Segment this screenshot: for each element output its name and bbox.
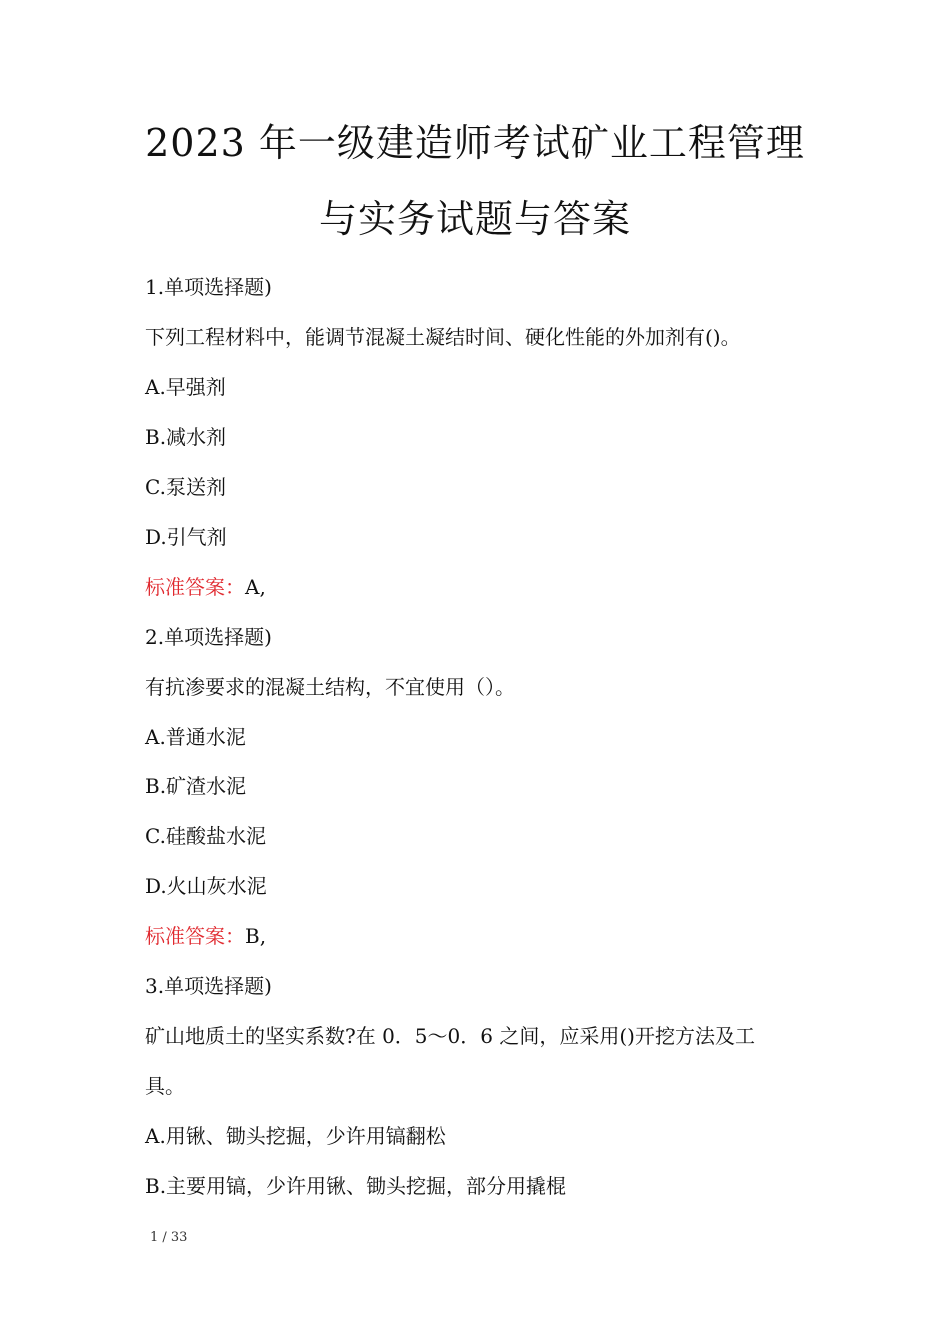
question-3-header: 3.单项选择题) — [145, 974, 272, 998]
question-2-option-b: B.矿渣水泥 — [145, 774, 247, 798]
question-3-option-b: B.主要用镐，少许用锹、锄头挖掘，部分用撬棍 — [145, 1174, 567, 1198]
question-2-header: 2.单项选择题) — [145, 625, 272, 649]
answer-label: 标准答案： — [145, 575, 245, 599]
answer-label: 标准答案： — [145, 924, 245, 948]
page-indicator: 1 / 33 — [150, 1230, 188, 1245]
question-1-answer — [145, 571, 266, 600]
question-1-stem: 下列工程材料中，能调节混凝土凝结时间、硬化性能的外加剂有()。 — [145, 325, 741, 349]
question-2-option-a: A.普通水泥 — [145, 725, 246, 749]
question-1-option-c: C.泵送剂 — [145, 475, 226, 499]
question-3-stem-line-1: 矿山地质土的坚实系数?在 0．5～0．6 之间，应采用()开挖方法及工 — [145, 1024, 755, 1048]
question-2-option-d: D.火山灰水泥 — [145, 874, 267, 898]
answer-value: A, — [245, 575, 266, 599]
question-1-option-d: D.引气剂 — [145, 525, 227, 549]
question-1-option-a: A.早强剂 — [145, 375, 226, 399]
question-2-stem: 有抗渗要求的混凝土结构，不宜使用（）。 — [145, 675, 515, 699]
question-2-answer — [145, 920, 266, 949]
answer-value: B, — [245, 924, 267, 948]
question-3-option-a: A.用锹、锄头挖掘，少许用镐翻松 — [145, 1124, 446, 1148]
document-title-line-1: 2023 年一级建造师考试矿业工程管理 — [145, 121, 805, 165]
question-1-option-b: B.减水剂 — [145, 425, 227, 449]
question-2-option-c: C.硅酸盐水泥 — [145, 824, 266, 848]
question-3-stem-line-2: 具。 — [145, 1074, 185, 1098]
document-title-line-2: 与实务试题与答案 — [318, 197, 631, 241]
question-1-header: 1.单项选择题) — [145, 275, 272, 299]
